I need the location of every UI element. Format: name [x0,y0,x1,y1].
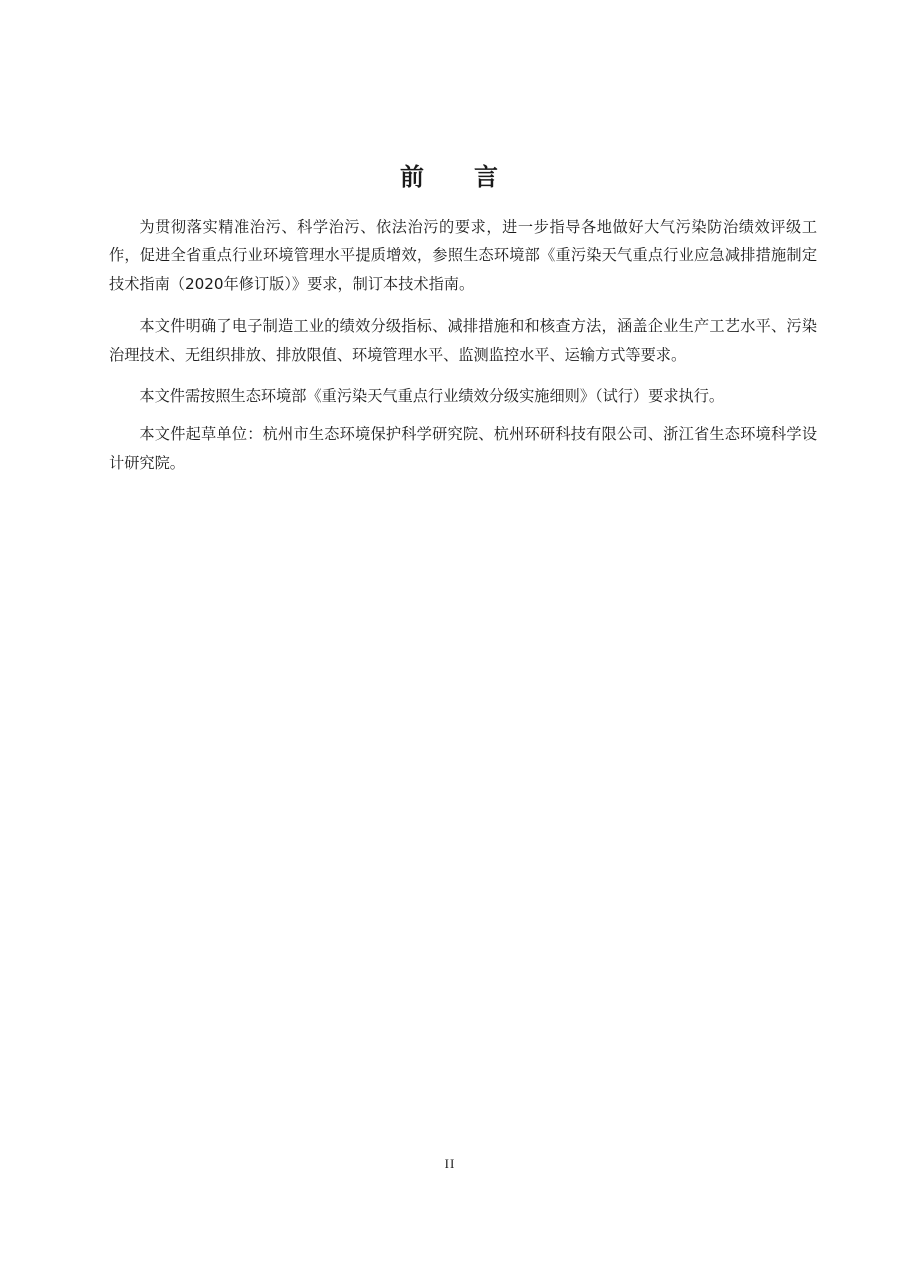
paragraph-purpose: 为贯彻落实精准治污、科学治污、依法治污的要求，进一步指导各地做好大气污染防治绩效评级工作，促进全省重点行业环境管理水平提质增效，参照生态环境部《重污染天气重点行业应急减排措施制定技术指南（2020年修订版）》要求，制订本技术指南。 [109,218,817,293]
paragraph-scope: 本文件明确了电子制造工业的绩效分级指标、减排措施和和核查方法，涵盖企业生产工艺水平、污染治理技术、无组织排放、排放限值、环境管理水平、监测监控水平、运输方式等要求。 [109,317,817,364]
title-char-2: 言 [474,163,500,191]
page-title [0,157,900,192]
paragraph-drafters: 本文件起草单位：杭州市生态环境保护科学研究院、杭州环研科技有限公司、浙江省生态环境科学设计研究院。 [109,425,817,472]
page-number: II [444,1156,456,1171]
paragraph-execution: 本文件需按照生态环境部《重污染天气重点行业绩效分级实施细则》（试行）要求执行。 [139,387,725,406]
preface-body [109,213,817,491]
title-char-1: 前 [400,163,426,191]
